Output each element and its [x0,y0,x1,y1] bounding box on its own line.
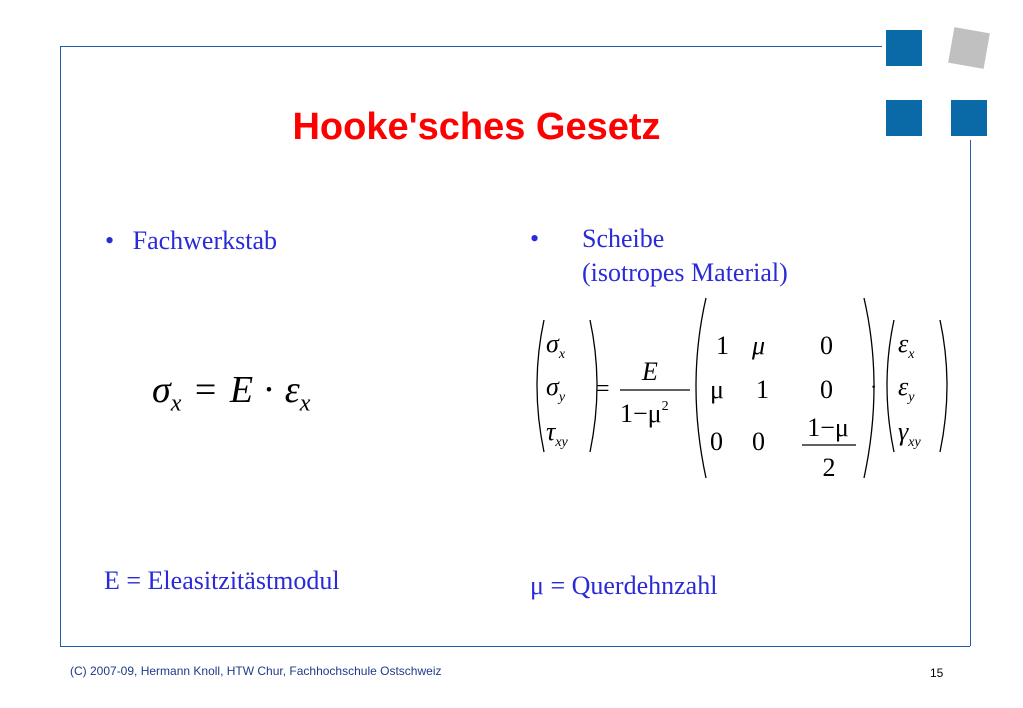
left-heading: Fachwerkstab [132,226,278,255]
matrix-cell: 1 [756,375,769,404]
frame-right-line [970,140,971,646]
rhs-right-paren [940,320,947,452]
matrix-frac-numerator: 1−μ [807,413,849,442]
page-title: Hooke'sches Gesetz [292,106,661,148]
decor-square-gray [948,27,990,69]
rhs-entry: $\varepsilon_x$ [898,329,915,362]
decor-square-blue-top [886,30,922,66]
footer-copyright: (C) 2007-09, Hermann Knoll, HTW Chur, Fachhochschule Ostschweiz [70,664,442,678]
rhs-entry: $\gamma_{xy}$ [898,417,921,450]
matrix-frac-denominator: 2 [822,453,836,482]
lhs-entry: $\sigma_x$ [546,329,566,362]
matrix-cell: 0 [820,331,833,360]
matrix-left-paren [696,298,706,478]
right-definition: μ = Querdehnzahl [530,571,718,600]
rhs-left-paren [887,320,894,452]
lhs-entry: $\sigma_y$ [546,372,566,405]
matrix-equation [520,290,960,490]
matrix-cell: 1 [716,331,729,360]
matrix-cell: μ [752,331,766,360]
decor-square-blue-bottom-right [951,100,987,136]
matrix-cell: μ [710,375,724,404]
lhs-entry: $\tau_{xy}$ [546,417,568,450]
page-number: 15 [930,666,944,680]
right-heading [582,222,788,290]
matrix-cell: 0 [820,375,833,404]
frame-bottom-line [60,646,970,647]
multiply-dot: · [870,374,878,399]
factor-denominator: $1-\mu^2$ [620,399,669,428]
matrix-cell: 0 [752,427,765,456]
factor-numerator: E [642,357,658,386]
bullet-icon: • [530,224,540,253]
lhs-left-paren [537,320,544,452]
right-heading-line1: Scheibe [582,224,665,253]
equals-sign: = [596,376,610,402]
rhs-entry: $\varepsilon_y$ [898,372,915,405]
right-heading-line2: (isotropes Material) [582,258,788,287]
matrix-cell: 0 [710,427,723,456]
frame-top-line [60,46,882,47]
right-bullet-item [530,222,539,256]
left-definition: E = Eleasitzitästmodul [104,566,340,595]
left-bullet-item [105,224,277,258]
hooke-formula: $\sigma_x = E \cdot \varepsilon_x$ [152,369,311,417]
bullet-icon: • [105,226,115,255]
